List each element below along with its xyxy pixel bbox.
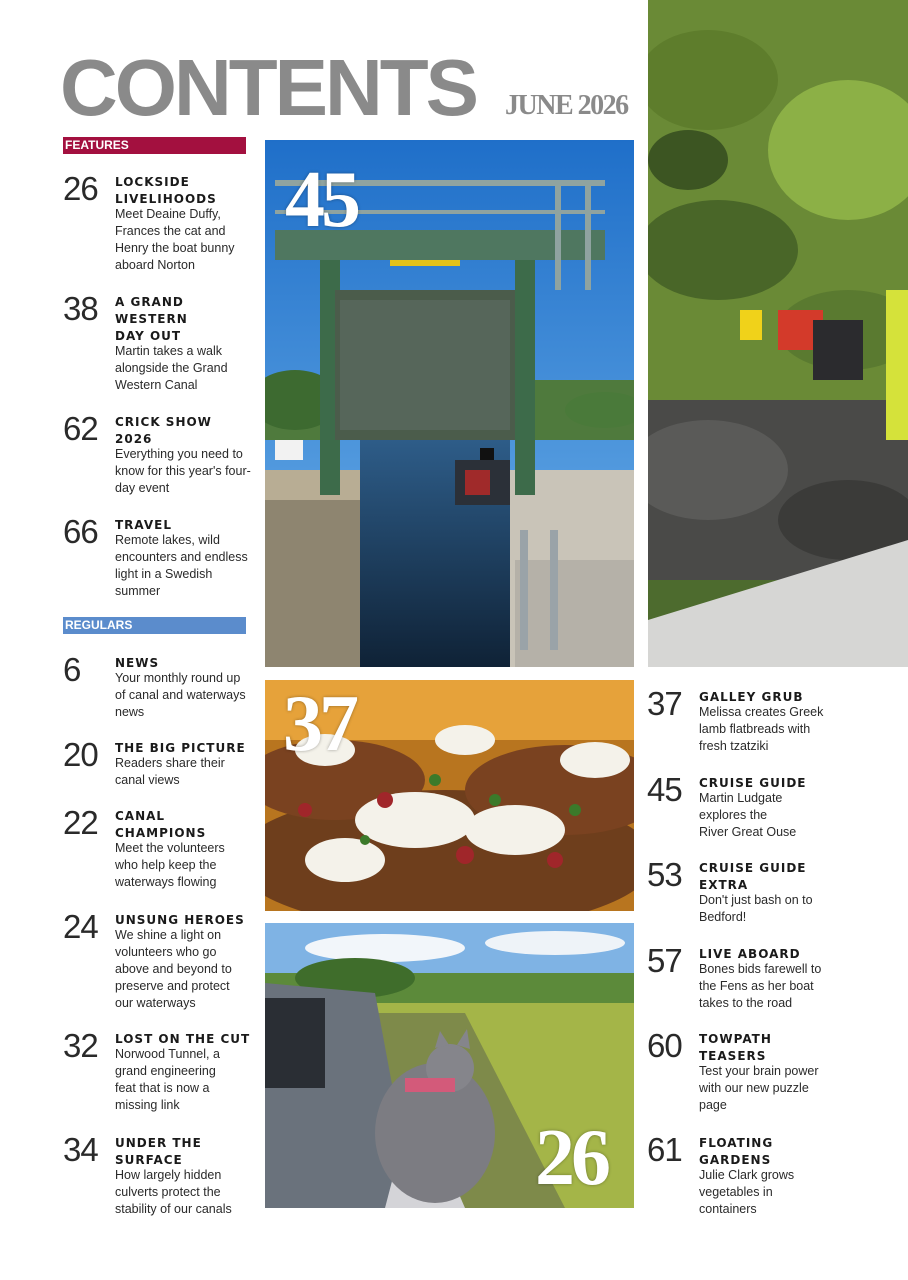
page-number: 34 bbox=[63, 1131, 98, 1168]
entry-description: Martin takes a walk alongside the Grand Western Canal bbox=[115, 344, 228, 392]
page-number: 20 bbox=[63, 736, 98, 773]
food-photo[interactable] bbox=[265, 680, 634, 911]
entry-heading: LOCKSIDE LIVELIHOODS bbox=[115, 175, 217, 206]
entry-description: Test your brain power with our new puzzle page bbox=[699, 1064, 819, 1112]
page-number: 38 bbox=[63, 290, 98, 327]
cat-boat-photo[interactable] bbox=[265, 923, 634, 1208]
entry-description: Martin Ludgate explores the River Great Ouse bbox=[699, 791, 797, 839]
photo-page-number: 45 bbox=[285, 156, 357, 244]
culvert-image bbox=[648, 0, 908, 667]
entry-heading: THE BIG PICTURE bbox=[115, 741, 246, 755]
entry-description: Everything you need to know for this year's four-day event bbox=[115, 447, 251, 495]
page-number: 24 bbox=[63, 908, 98, 945]
page-number: 57 bbox=[647, 942, 682, 979]
entry-description: Meet Deaine Duffy, Frances the cat and Henry the boat bunny aboard Norton bbox=[115, 207, 235, 272]
entry-heading: GALLEY GRUB bbox=[699, 690, 804, 704]
page-number: 22 bbox=[63, 804, 98, 841]
entry-heading: CANAL CHAMPIONS bbox=[115, 809, 207, 840]
page-number: 61 bbox=[647, 1131, 682, 1168]
page-number: 60 bbox=[647, 1027, 682, 1064]
entry-heading: FLOATING GARDENS bbox=[699, 1136, 774, 1167]
page-number: 66 bbox=[63, 513, 98, 550]
entry-description: Remote lakes, wild encounters and endless light in a Swedish summer bbox=[115, 533, 248, 598]
entry-description: Melissa creates Greek lamb flatbreads with fresh tzatziki bbox=[699, 705, 824, 753]
entry-description: Norwood Tunnel, a grand engineering feat that is now a missing link bbox=[115, 1047, 220, 1112]
lock-photo[interactable] bbox=[265, 140, 634, 667]
issue-date: JUNE 2026 bbox=[505, 90, 628, 121]
culvert-photo[interactable] bbox=[648, 0, 908, 667]
entry-description: Meet the volunteers who help keep the waterways flowing bbox=[115, 841, 225, 889]
entry-heading: A GRAND WESTERN DAY OUT bbox=[115, 295, 188, 343]
page-number: 62 bbox=[63, 410, 98, 447]
entry-heading: UNSUNG HEROES bbox=[115, 913, 245, 927]
page-title: CONTENTS bbox=[60, 43, 476, 132]
page-number: 45 bbox=[647, 771, 682, 808]
regulars-section-label: REGULARS bbox=[63, 617, 246, 634]
features-section-label: FEATURES bbox=[63, 137, 246, 154]
entry-heading: NEWS bbox=[115, 656, 160, 670]
entry-description: Your monthly round up of canal and waterways news bbox=[115, 671, 246, 719]
entry-heading: CRICK SHOW 2026 bbox=[115, 415, 212, 446]
page-number: 32 bbox=[63, 1027, 98, 1064]
entry-description: Don't just bash on to Bedford! bbox=[699, 893, 813, 924]
page-number: 53 bbox=[647, 856, 682, 893]
page-number: 6 bbox=[63, 651, 81, 688]
entry-description: We shine a light on volunteers who go above and beyond to preserve and protect our waterways bbox=[115, 928, 232, 1010]
entry-heading: LIVE ABOARD bbox=[699, 947, 801, 961]
entry-heading: CRUISE GUIDE EXTRA bbox=[699, 861, 807, 892]
page-number: 26 bbox=[63, 170, 98, 207]
entry-description: Julie Clark grows vegetables in containers bbox=[699, 1168, 795, 1216]
photo-page-number: 26 bbox=[535, 1114, 607, 1202]
photo-page-number: 37 bbox=[283, 680, 355, 768]
entry-heading: UNDER THE SURFACE bbox=[115, 1136, 202, 1167]
entry-heading: CRUISE GUIDE bbox=[699, 776, 807, 790]
entry-description: Readers share their canal views bbox=[115, 756, 225, 787]
entry-description: How largely hidden culverts protect the stability of our canals bbox=[115, 1168, 232, 1216]
page-number: 37 bbox=[647, 685, 682, 722]
entry-heading: TRAVEL bbox=[115, 518, 173, 532]
entry-heading: LOST ON THE CUT bbox=[115, 1032, 251, 1046]
entry-description: Bones bids farewell to the Fens as her boat takes to the road bbox=[699, 962, 822, 1010]
entry-heading: TOWPATH TEASERS bbox=[699, 1032, 772, 1063]
